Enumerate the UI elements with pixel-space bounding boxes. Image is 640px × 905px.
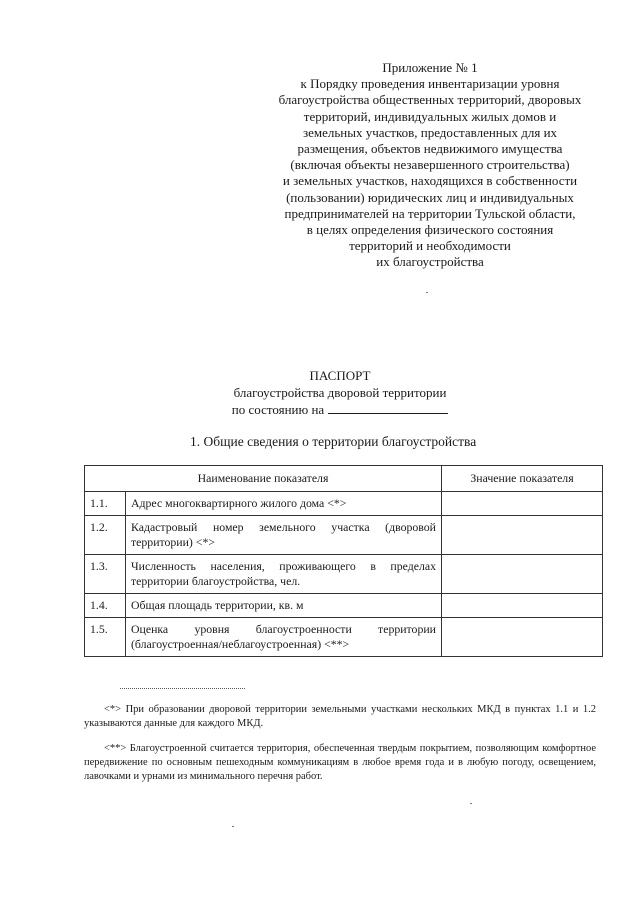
header-indicator-value: Значение показателя	[442, 466, 603, 492]
table-row	[85, 618, 603, 657]
scan-speck	[232, 826, 234, 827]
scan-speck	[426, 292, 428, 293]
row-indicator-name: Численность населения, проживающего в пределах территории благоустройства, чел.	[126, 555, 442, 594]
section-title: 1. Общие сведения о территории благоустройства	[190, 434, 477, 449]
row-indicator-value	[442, 492, 603, 516]
appendix-line: территорий, индивидуальных жилых домов и	[303, 108, 557, 124]
appendix-line: их благоустройства	[376, 254, 484, 270]
appendix-line: (включая объекты незавершенного строительства)	[290, 157, 570, 173]
appendix-line: и земельных участков, находящихся в собственности	[282, 173, 578, 189]
row-indicator-value	[442, 618, 603, 657]
table-header-row	[85, 466, 603, 492]
row-indicator-name: Оценка уровня благоустроенности территории (благоустроенная/неблагоустроенная) <**>	[126, 618, 442, 657]
passport-heading	[150, 368, 530, 419]
footnote-separator	[120, 688, 245, 689]
row-indicator-name: Кадастровый номер земельного участка (дворовой территории) <*>	[126, 516, 442, 555]
appendix-line: благоустройства общественных территорий, дворовых	[278, 92, 582, 108]
appendix-line: (пользовании) юридических лиц и индивидуальных	[286, 189, 574, 205]
appendix-line: к Порядку проведения инвентаризации уровня	[300, 76, 560, 92]
scan-speck	[470, 803, 472, 804]
appendix-line: размещения, объектов недвижимого имущества	[297, 141, 563, 157]
row-number: 1.2.	[85, 516, 126, 555]
row-indicator-name: Адрес многоквартирного жилого дома <*>	[126, 492, 442, 516]
passport-subtitle: благоустройства дворовой территории	[233, 384, 447, 400]
appendix-line: предпринимателей на территории Тульской области,	[284, 205, 576, 221]
row-number: 1.5.	[85, 618, 126, 657]
passport-date-line	[150, 401, 530, 419]
appendix-header	[240, 60, 620, 271]
footnote: <**> Благоустроенной считается территория, обеспеченная твердым покрытием, позволяющим комфортное передвижение по основным пешеходным коммуникациям в любое время года и в любую погоду, освещением, лавочками и урнами из минимального перечня работ.	[84, 743, 596, 782]
footnote: <*> При образовании дворовой территории земельными участками нескольких МКД в пунктах 1.1 и 1.2 указываются данные для каждого МКД.	[84, 704, 596, 729]
appendix-line: в целях определения физического состояния	[306, 222, 554, 238]
appendix-line: территорий и необходимости	[349, 238, 511, 254]
row-number: 1.3.	[85, 555, 126, 594]
row-number: 1.1.	[85, 492, 126, 516]
table-row	[85, 555, 603, 594]
appendix-line: Приложение № 1	[382, 60, 478, 75]
row-indicator-value	[442, 516, 603, 555]
table-row	[85, 492, 603, 516]
footnotes	[84, 703, 596, 795]
indicators-table	[84, 465, 603, 657]
table-row	[85, 516, 603, 555]
row-number: 1.4.	[85, 594, 126, 618]
appendix-line: земельных участков, предоставленных для их	[302, 124, 558, 140]
row-indicator-name: Общая площадь территории, кв. м	[126, 594, 442, 618]
passport-title: ПАСПОРТ	[309, 368, 371, 383]
row-indicator-value	[442, 555, 603, 594]
header-indicator-name: Наименование показателя	[85, 466, 442, 492]
date-label: по состоянию на	[231, 402, 325, 417]
table-row	[85, 594, 603, 618]
date-blank	[328, 401, 448, 414]
row-indicator-value	[442, 594, 603, 618]
